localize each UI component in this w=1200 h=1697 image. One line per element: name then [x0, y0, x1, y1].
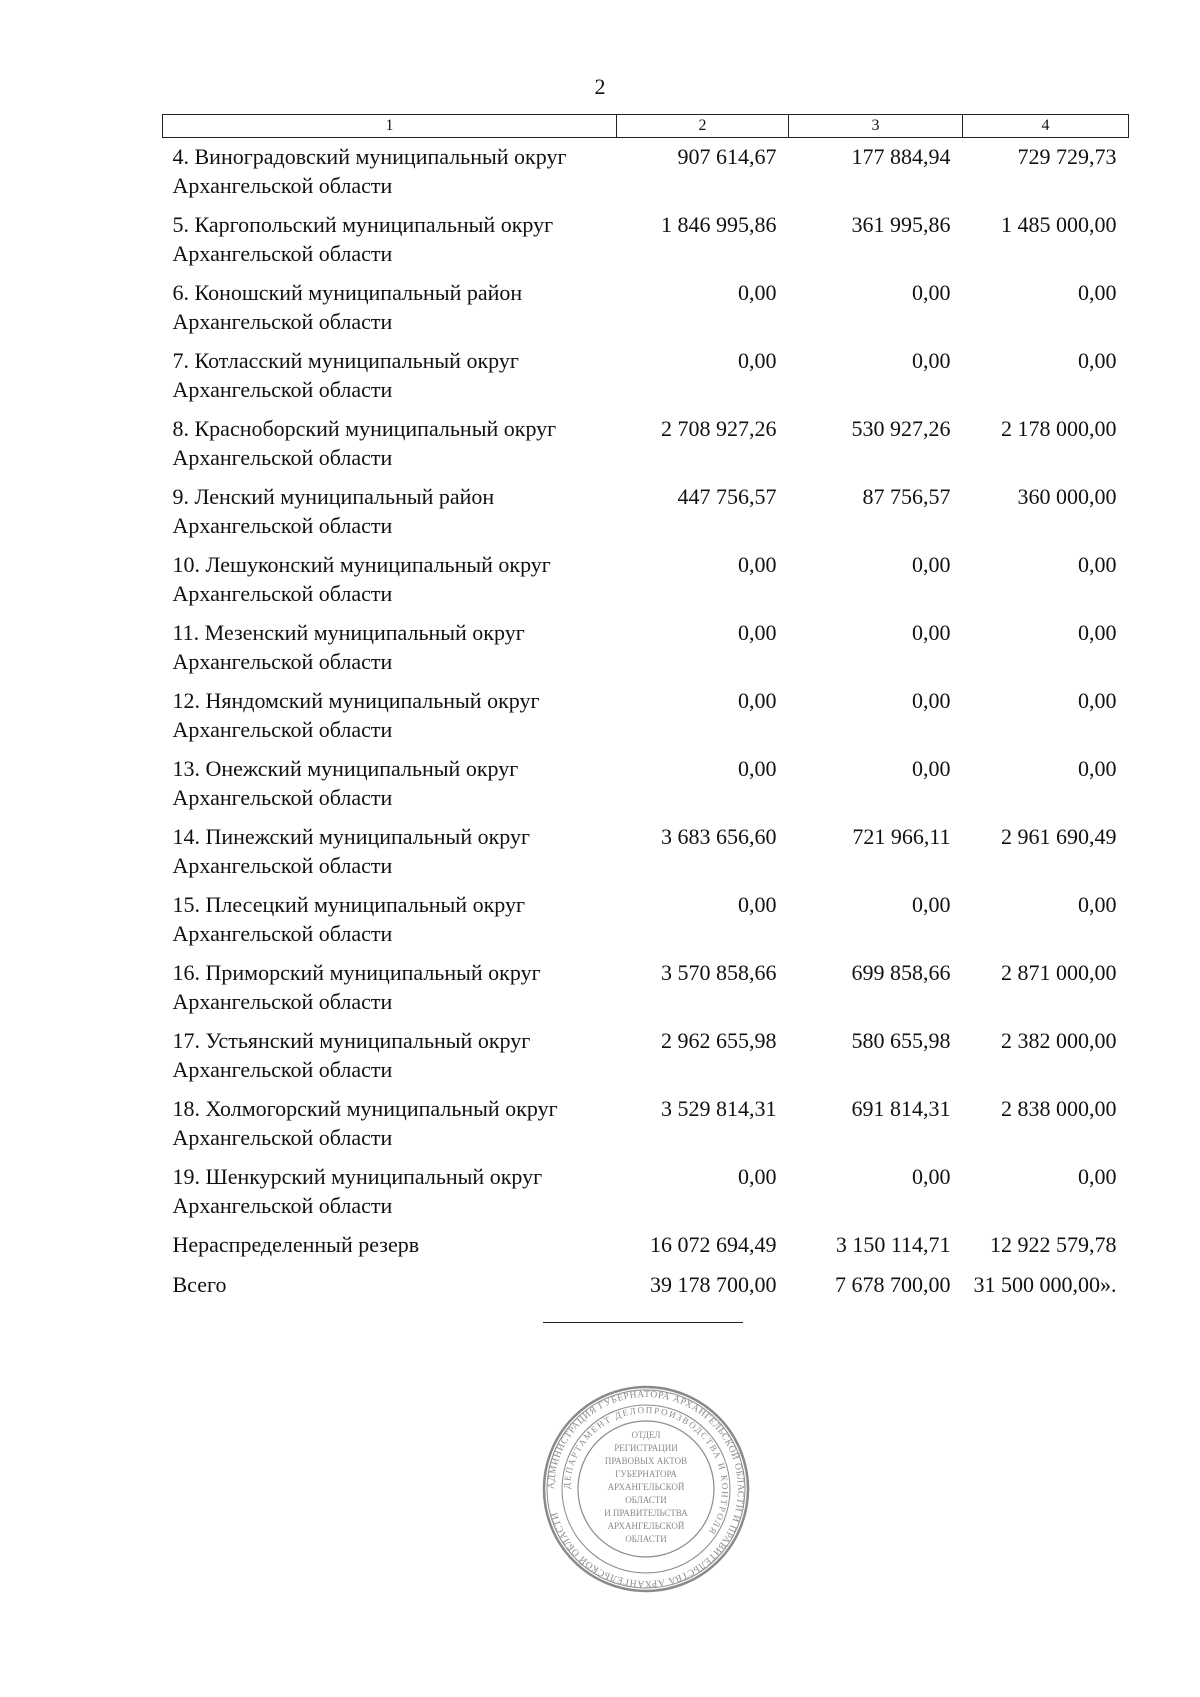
table-row — [163, 1158, 1129, 1226]
row-col2: 3 683 656,60 — [661, 824, 777, 849]
row-col3: 177 884,94 — [851, 144, 951, 169]
row-name: 15. Плесецкий муниципальный округ Архангельской области — [172, 892, 525, 946]
row-name: 8. Красноборский муниципальный округ Архангельской области — [172, 416, 557, 470]
row-col2: 0,00 — [738, 348, 777, 373]
seal-line-6: ОБЛАСТИ — [625, 1495, 667, 1505]
column-header-1: 1 — [163, 115, 617, 138]
row-col4: 0,00 — [1078, 280, 1117, 305]
row-col4: 360 000,00 — [1017, 484, 1117, 509]
row-name: 13. Онежский муниципальный округ Архангельской области — [172, 756, 519, 810]
row-name: 6. Коношский муниципальный район Архангельской области — [172, 280, 523, 334]
row-name: 17. Устьянский муниципальный округ Архангельской области — [172, 1028, 531, 1082]
row-col4: 2 178 000,00 — [1001, 416, 1117, 441]
row-col2: 0,00 — [738, 620, 777, 645]
row-name: 16. Приморский муниципальный округ Архангельской области — [172, 960, 541, 1014]
table-row-reserve — [163, 1226, 1129, 1266]
row-name: 19. Шенкурский муниципальный округ Архангельской области — [172, 1164, 543, 1218]
official-seal — [541, 1384, 751, 1594]
row-col2: 0,00 — [738, 688, 777, 713]
seal-line-1: ОТДЕЛ — [631, 1430, 661, 1440]
page-number: 2 — [594, 74, 606, 99]
table-row — [163, 138, 1129, 207]
total-label: Всего — [172, 1272, 227, 1297]
seal-line-3: ПРАВОВЫХ АКТОВ — [604, 1456, 688, 1466]
seal-line-8: АРХАНГЕЛЬСКОЙ — [607, 1521, 685, 1531]
table-row — [163, 1090, 1129, 1158]
row-col3: 0,00 — [912, 1164, 951, 1189]
row-col2: 0,00 — [738, 552, 777, 577]
row-col2: 907 614,67 — [677, 144, 777, 169]
row-name: 18. Холмогорский муниципальный округ Архангельской области — [172, 1096, 558, 1150]
row-col3: 721 966,11 — [852, 824, 951, 849]
table-row — [163, 886, 1129, 954]
row-col3: 87 756,57 — [862, 484, 951, 509]
table-row — [163, 1022, 1129, 1090]
row-col3: 580 655,98 — [851, 1028, 951, 1053]
seal-line-2: РЕГИСТРАЦИИ — [614, 1443, 678, 1453]
reserve-label: Нераспределенный резерв — [172, 1232, 420, 1257]
row-col2: 0,00 — [738, 756, 777, 781]
row-col4: 0,00 — [1078, 756, 1117, 781]
seal-line-5: АРХАНГЕЛЬСКОЙ — [607, 1482, 685, 1492]
table-row — [163, 274, 1129, 342]
table-row-total — [163, 1266, 1129, 1306]
row-col4: 1 485 000,00 — [1001, 212, 1117, 237]
signature-line — [543, 1322, 743, 1323]
column-header-2: 2 — [617, 115, 789, 138]
column-header-3: 3 — [789, 115, 963, 138]
row-col4: 729 729,73 — [1017, 144, 1117, 169]
reserve-col3: 3 150 114,71 — [835, 1232, 951, 1257]
row-col4: 2 382 000,00 — [1001, 1028, 1117, 1053]
row-col2: 2 708 927,26 — [661, 416, 777, 441]
seal-line-4: ГУБЕРНАТОРА — [615, 1469, 677, 1479]
row-col2: 1 846 995,86 — [661, 212, 777, 237]
row-col2: 3 529 814,31 — [661, 1096, 777, 1121]
table-row — [163, 954, 1129, 1022]
row-col2: 0,00 — [738, 280, 777, 305]
row-col4: 0,00 — [1078, 620, 1117, 645]
row-col3: 0,00 — [912, 756, 951, 781]
row-col3: 0,00 — [912, 892, 951, 917]
table-row — [163, 750, 1129, 818]
row-name: 10. Лешуконский муниципальный округ Архангельской области — [172, 552, 551, 606]
seal-outer-text: АДМИНИСТРАЦИЯ ГУБЕРНАТОРА АРХАНГЕЛЬСКОЙ ОБЛАСТИ И ПРАВИТЕЛЬСТВА АРХАНГЕЛЬСКОЙ ОБЛАСТИ — [546, 1389, 746, 1589]
total-col2: 39 178 700,00 — [650, 1272, 777, 1297]
row-col4: 2 871 000,00 — [1001, 960, 1117, 985]
row-col3: 361 995,86 — [851, 212, 951, 237]
table-row — [163, 342, 1129, 410]
row-col2: 0,00 — [738, 1164, 777, 1189]
row-col2: 0,00 — [738, 892, 777, 917]
table-row — [163, 410, 1129, 478]
row-col4: 0,00 — [1078, 892, 1117, 917]
reserve-col4: 12 922 579,78 — [990, 1232, 1117, 1257]
seal-inner-ring-text: ДЕПАРТАМЕНТ ДЕЛОПРОИЗВОДСТВА И КОНТРОЛЯ — [561, 1404, 731, 1538]
row-col4: 0,00 — [1078, 348, 1117, 373]
seal-line-9: ОБЛАСТИ — [625, 1534, 667, 1544]
row-col4: 0,00 — [1078, 688, 1117, 713]
row-col4: 2 961 690,49 — [1001, 824, 1117, 849]
row-name: 4. Виноградовский муниципальный округ Архангельской области — [172, 144, 567, 198]
row-col4: 2 838 000,00 — [1001, 1096, 1117, 1121]
row-name: 7. Котласский муниципальный округ Архангельской области — [172, 348, 519, 402]
row-col3: 691 814,31 — [851, 1096, 951, 1121]
row-col2: 447 756,57 — [677, 484, 777, 509]
row-col2: 2 962 655,98 — [661, 1028, 777, 1053]
row-col3: 0,00 — [912, 620, 951, 645]
table-row — [163, 546, 1129, 614]
total-col4: 31 500 000,00». — [973, 1272, 1117, 1297]
total-col3: 7 678 700,00 — [835, 1272, 951, 1297]
row-col3: 0,00 — [912, 688, 951, 713]
table-row — [163, 478, 1129, 546]
row-name: 14. Пинежский муниципальный округ Архангельской области — [172, 824, 531, 878]
row-col3: 0,00 — [912, 552, 951, 577]
allocation-table-container — [162, 114, 1128, 1306]
table-row — [163, 818, 1129, 886]
column-header-4: 4 — [963, 115, 1129, 138]
row-col3: 530 927,26 — [851, 416, 951, 441]
row-col4: 0,00 — [1078, 1164, 1117, 1189]
row-name: 9. Ленский муниципальный район Архангельской области — [172, 484, 495, 538]
row-col3: 0,00 — [912, 348, 951, 373]
row-col2: 3 570 858,66 — [661, 960, 777, 985]
row-col3: 699 858,66 — [851, 960, 951, 985]
row-name: 11. Мезенский муниципальный округ Архангельской области — [172, 620, 525, 674]
table-row — [163, 206, 1129, 274]
table-row — [163, 614, 1129, 682]
row-name: 12. Няндомский муниципальный округ Архангельской области — [172, 688, 540, 742]
table-row — [163, 682, 1129, 750]
table-header-row — [163, 115, 1129, 138]
allocation-table — [162, 114, 1129, 1306]
seal-line-7: И ПРАВИТЕЛЬСТВА — [604, 1508, 688, 1518]
row-name: 5. Каргопольский муниципальный округ Архангельской области — [172, 212, 554, 266]
reserve-col2: 16 072 694,49 — [650, 1232, 777, 1257]
row-col3: 0,00 — [912, 280, 951, 305]
row-col4: 0,00 — [1078, 552, 1117, 577]
